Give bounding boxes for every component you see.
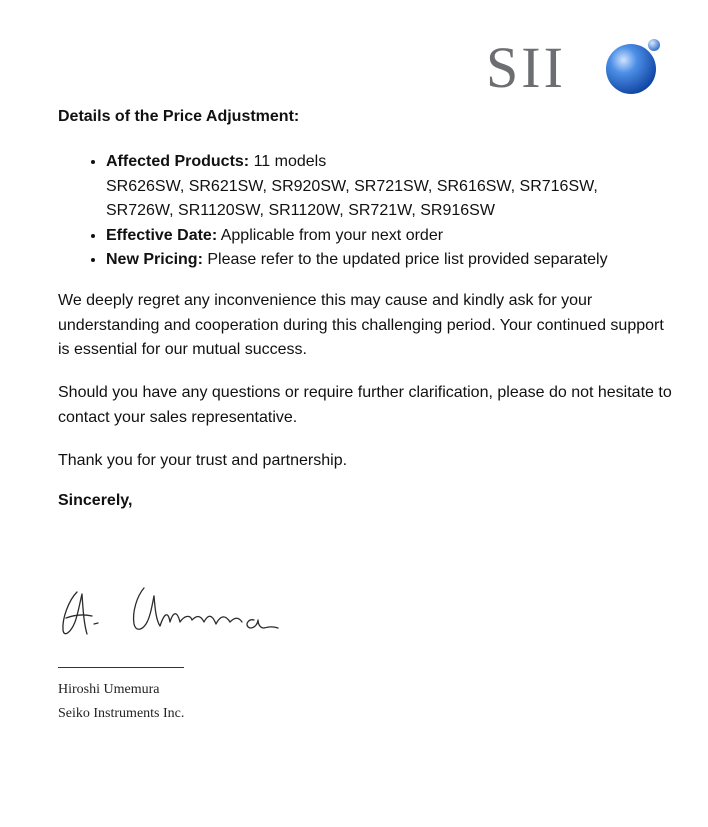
signature-line (58, 667, 184, 668)
bullet-text: Applicable from your next order (220, 226, 444, 244)
bullet-label: New Pricing: (106, 251, 203, 268)
bullet-label: Affected Products: (106, 153, 250, 170)
signer-name: Hiroshi Umemura (58, 682, 160, 697)
logo-text: SII (486, 35, 566, 100)
section-heading: Details of the Price Adjustment: (58, 108, 300, 125)
sii-logo (486, 36, 666, 98)
bullet-label: Effective Date: (106, 226, 218, 244)
list-item-affected-products (106, 150, 686, 224)
handwritten-signature (58, 578, 290, 644)
closing: Sincerely, (58, 492, 133, 509)
bullet-text: Please refer to the updated price list provided separately (207, 251, 608, 268)
signer-block (58, 678, 184, 726)
paragraph-questions: Should you have any questions or require further clarification, please do not hesitate to contact your sales representative. (58, 384, 672, 426)
product-list-line-1: SR626SW, SR621SW, SR920SW, SR721SW, SR616SW, SR716SW, (106, 177, 598, 195)
list-item-effective-date (106, 224, 686, 249)
bullet-text: 11 models (253, 153, 327, 170)
paragraph-thanks: Thank you for your trust and partnership. (58, 452, 348, 469)
signer-company: Seiko Instruments Inc. (58, 706, 185, 721)
product-list-line-2: SR726W, SR1120SW, SR1120W, SR721W, SR916SW (106, 202, 495, 219)
sphere-logo-icon (604, 36, 666, 98)
paragraph-regret: We deeply regret any inconvenience this may cause and kindly ask for your understanding and cooperation during this challenging period. Your continued support is essential for our mutual success. (58, 292, 664, 358)
list-item-new-pricing (106, 248, 686, 273)
details-list (58, 150, 686, 273)
